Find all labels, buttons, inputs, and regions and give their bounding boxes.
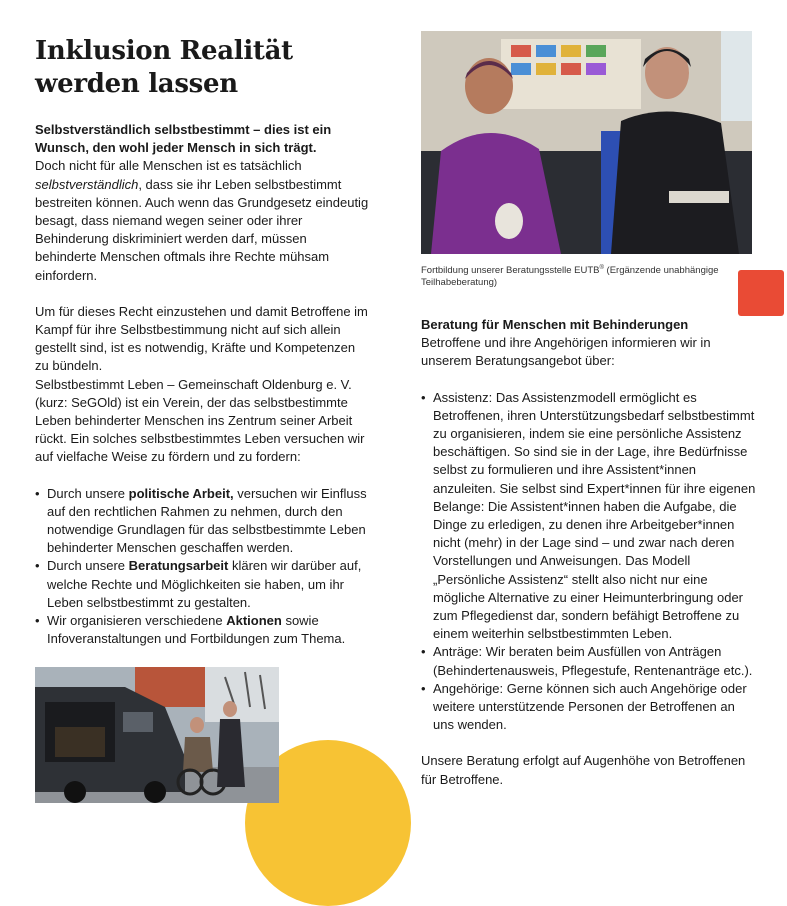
activities-list (35, 485, 370, 649)
left-column (35, 35, 370, 648)
page-title (35, 35, 370, 101)
intro-text-a: Doch nicht für alle Menschen ist es tatsächlich (35, 158, 302, 174)
list-item: • Wir organisieren verschiedene Aktionen sowie Infoveranstaltungen und Fortbildungen zum Thema. (35, 612, 370, 648)
list-item: • Angehörige: Gerne können sich auch Angehörige oder weitere unterstützende Personen der Betroffenen an uns wenden. (421, 680, 756, 735)
caption-text-b: (Ergänzende unabhängige Teilhabeberatung) (421, 265, 719, 289)
list-item: • Durch unsere Beratungsarbeit klären wir darüber auf, welche Rechte und Möglichkeiten sie haben, um ihr Leben selbstbestimmt zu gestalten. (35, 557, 370, 612)
title-line-1: Inklusion Realität (35, 36, 293, 66)
section-intro: Betroffene und ihre Angehörigen informieren wir in unserem Beratungsangebot über: (421, 335, 711, 369)
title-line-2: werden lassen (35, 69, 238, 99)
accessible-car-photo (35, 667, 279, 803)
list-item: • Anträge: Wir beraten beim Ausfüllen von Anträgen (Behindertenausweis, Pflegestufe, Rentenanträge etc.). (421, 643, 756, 679)
caption-superscript: ® (599, 265, 604, 271)
list-item: • Durch unsere politische Arbeit, versuchen wir Einfluss auf den rechtlichen Rahmen zu nehmen, durch den notwendige Grundlagen für das selbstbestimmte Leben behinderter Menschen geschaffen werden. (35, 485, 370, 558)
red-accent-square (738, 270, 784, 316)
training-photo (421, 31, 752, 254)
intro-text-b: , dass sie ihr Leben selbstbestimmt bestreiten können. Auch wenn das Grundgesetz eindeutig besagt, dass niemand wegen seiner oder ihrer Behinderung diskriminiert werden darf, müssen behinderte Menschen oftmals ihre Rechte mühsam einfordern. (35, 176, 369, 283)
caption-text-a: Fortbildung unserer Beratungsstelle EUTB (421, 265, 600, 277)
section-heading: Beratung für Menschen mit Behinderungen (421, 317, 689, 332)
paragraph-3: Selbstbestimmt Leben – Gemeinschaft Oldenburg e. V. (kurz: SeGOld) ist ein Verein, der das selbstbestimmte Leben behinderter Menschen ins Zentrum seiner Arbeit rückt. Ein solches selbstbestimmtes Leben versuchen wir auf vielfache Weise zu fördern und zu fordern: (35, 376, 365, 465)
photo-caption (421, 262, 741, 289)
paragraph-2: Um für dieses Recht einzustehen und damit Betroffene im Kampf für ihre Selbstbestimmung nicht auf sich allein gestellt sind, ist es notwendig, Kräfte und Kompetenzen zu bündeln. (35, 303, 368, 374)
intro-paragraph (35, 157, 370, 284)
intro-emphasis: selbstverständlich (35, 176, 139, 192)
services-list (421, 389, 756, 735)
lead-text: Selbstverständlich selbstbestimmt – dies ist ein Wunsch, den wohl jeder Mensch in sich trägt. (35, 122, 332, 156)
list-item: • Assistenz: Das Assistenzmodell ermöglicht es Betroffenen, ihren Unterstützungsbedarf selbstbestimmt zu organisieren, indem sie eine persönliche Assistenz beschäftigen. So sind sie in der Lage, ihre Bedürfnisse selbst zu formulieren und ihre Assistent*innen anzuleiten. Sie selbst sind Expert*innen für ihre eigenen Belange: Die Assistent*innen haben die Aufgabe, die Dinge zu erledigen, zu denen ihre Arbeitgeber*innen nicht (mehr) in der Lage sind – und zwar nach deren Vorstellungen und Anweisungen. Das Modell „Persönliche Assistenz“ stellt also nicht nur eine mögliche Alternative zu einer Heimunterbringung oder zum Pflegedienst dar, sondern befähigt Betroffene zu einem weiterhin selbstbestimmten Leben. (421, 389, 756, 644)
right-column (421, 316, 756, 789)
closing-paragraph: Unsere Beratung erfolgt auf Augenhöhe von Betroffenen für Betroffene. (421, 753, 746, 787)
